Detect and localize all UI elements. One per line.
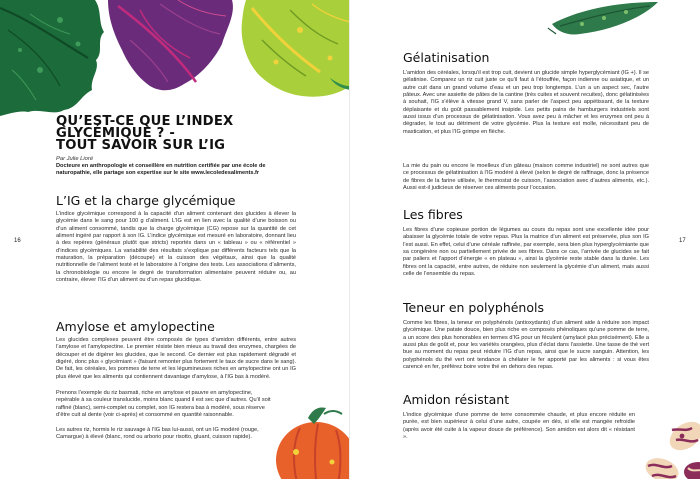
article-title-line-3: TOUT SAVOIR SUR L’IG [56, 138, 226, 153]
page-number-left: 16 [14, 238, 21, 244]
purple-cabbage-illustration [108, 0, 233, 90]
paragraph-amylose-3: Les autres riz, hormis le riz sauvage à l’IG bas lui-aussi, ont un IG modéré (rouge, Camargue) à élevé (blanc, rond ou arborio pour risotto, gluant, cuisson rapide). [56, 427, 259, 441]
article-title [56, 116, 296, 152]
author-byline: Par Julie Lioré [56, 156, 94, 162]
heading-teneur-polyphenols: Teneur en polyphénols [403, 300, 544, 315]
article-title-line-2: GLYCÉMIQUE ? - [56, 126, 175, 141]
heading-gelatinisation: Gélatinisation [403, 50, 490, 65]
paragraph-amylose-2: Prenons l’exemple du riz basmati, riche en amylose et pauvre en amylopectine, repérable à sa couleur translucide, moins blanc quand il est sec que d’autres. Qu’il soit raffiné (blanc), semi-complet ou complet, son IG restera bas à modéré, sous réserve d’être cuit al dente (voir ci-après) et consommé en quantité raisonnable. [56, 390, 271, 419]
page-number-right: 17 [679, 238, 686, 244]
author-bio: Docteure en anthropologie et conseillère en nutrition certifiée par une école de naturopathie, elle partage son expertise sur le site www.lecoledesaliments.fr [56, 163, 266, 177]
paragraph-les-fibres: Les fibres d’une copieuse portion de légumes au cours du repas sont une excellente idée pour abaisser la glycémie totale de votre repas. Plus la matrice d’un aliment est préservée, plus son IG l’est aussi. En effet, celui d’une céréale raffinée, par exemple, sera bien plus hyperglycémiante que sa congénère non ou partiellement privée de ses fibres. Dans ce cas, l’arrivée de glucides se fait par paliers et l’apport d’énergie « en plateau », ainsi la glycémie reste stable dans la durée. Les fibres ont la capacité, entre autres, de réduire non seulement la glycémie d’un aliment, mais aussi celle de l’ensemble du repas. [403, 227, 649, 278]
lettuce-illustration [242, 0, 350, 97]
right-page [350, 0, 700, 479]
paragraph-amylose-1: Les glucides complexes peuvent être composés de types d’amidon différents, entre autres l’amylose et l’amylopectine. Le premier résiste bien mieux au travail des enzymes, chargées de découper et de digérer les glucides, que le second. Ce dernier est plus rapidement dégradé et digéré, donc plus « glycémiant » (faisant remonter plus fortement le taux de sucre dans le sang). De fait, les céréales, les pommes de terre et les légumineuses riches en amylopectine ont un IG plus élevé que les aliments qui contiennent davantage d’amylose, à l’IG bas à modéré. [56, 337, 296, 380]
heading-les-fibres: Les fibres [403, 207, 463, 222]
paragraph-ig-charge-glycemique: L’indice glycémique correspond à la capacité d’un aliment contenant des glucides à élever la glycémie dans le sang pour 100 g d’aliment. L’IG est en lien avec la qualité d’une boisson ou d’un aliment consommé, tandis que la charge glycémique (CG) repose sur la quantité de cet aliment ingéré par rapport à son IG. L’indice glycémique est mesuré en laboratoire, donnant lieu à des repères (généraux plutôt que stricts) reportés dans un « tableau » ou « référentiel » d’indices glycémiques. La variabilité des résultats s’explique par différents facteurs tels que la maturation, la préparation (découpe) et la cuisson des végétaux, ainsi que la qualité nutritionnelle de l’aliment testé et le laboratoire à l’origine des tests. Les associations d’aliments, la chronobiologie ou encore le degré de transformation alimentaire peuvent réduire ou, au contraire, élever l’IG d’un aliment ou d’un repas glucidique. [56, 211, 296, 284]
heading-ig-charge-glycemique: L’IG et la charge glycémique [56, 193, 236, 208]
paragraph-amidon-resistant: L’indice glycémique d’une pomme de terre consommée chaude, et plus encore réduite en purée, est bien supérieur à celui d’une autre, coupée en dés, si elle est mangée refroidie (après avoir été cuite à la vapeur douce de préférence). Son amidon est alors dit « résistant ». [403, 412, 635, 441]
kale-leaf-illustration [0, 0, 104, 116]
heading-amidon-resistant: Amidon résistant [403, 392, 510, 407]
pumpkin-illustration [276, 407, 350, 479]
paragraph-gelatinisation-1: L’amidon des céréales, lorsqu’il est trop cuit, devient un glucide simple hyperglycémiant (IG +). Il se gélatinise. Comparez un riz cuit juste ce qu’il faut à l’étouffée, façon indienne ou asiatique, et un autre cuit dans un grand volume d’eau et un peu trop longtemps. L’un a un aspect sec, l’autre pâteux. Avec une assiette de pâtes de la cantine (très cuites et souvent recuites), donc gélatinisées à souhait, l’IG s’élève à vitesse grand V, sans parler de l’aspect peu appétissant, de la texture déplaisante et du goût passablement insipide. Les petits pains de hamburgers industriels sont aussi issus d’un processus de gélatinisation. Vous avez peu à mâcher et les enzymes ont peu à dégrader, le tout au détriment de votre glycémie. Plus la texture est molle, nécessitant peu de mastication, et plus l’IG grimpe en flèche. [403, 70, 649, 135]
article-title-line-1: QU’EST-CE QUE L’INDEX [56, 114, 234, 129]
heading-amylose-amylopectine: Amylose et amylopectine [56, 319, 215, 334]
paragraph-teneur-polyphenols: Comme les fibres, la teneur en polyphénols (antioxydants) d’un aliment aide à réduire son impact glycémique. Une patate douce, bien plus riche en composés phénoliques qu’une pomme de terre, a un score des plus honorables en termes d’IG pour un féculent (amylacé plus précisément). Elle a aussi plus de goût et, pour les variétés orangées, plus d’éclat dans l’assiette. Une tasse de thé vert bue au moment du repas peut réduire l’IG d’un repas, ainsi que le sucre sanguin. Attention, les polyphénols du thé vert ont tendance à chélater le fer apporté par les aliments : si vous êtes carencé en fer, préférez boire votre thé en dehors des repas. [403, 320, 649, 371]
borlotti-beans-illustration [642, 416, 700, 479]
paragraph-gelatinisation-2: La mie du pain ou encore le moelleux d’un gâteau (maison comme industriel) ne sont autres que ce processus de gélatinisation à l’IG modéré à élevé (selon le degré de raffinage, donc la présence de fibres de la farine utilisée, le thermostat de cuisson, l’association avec d’autres aliments, etc.). Aussi est-il judicieux de réserver ces aliments pour l’occasion. [403, 163, 649, 192]
green-pod-illustration [548, 2, 658, 35]
